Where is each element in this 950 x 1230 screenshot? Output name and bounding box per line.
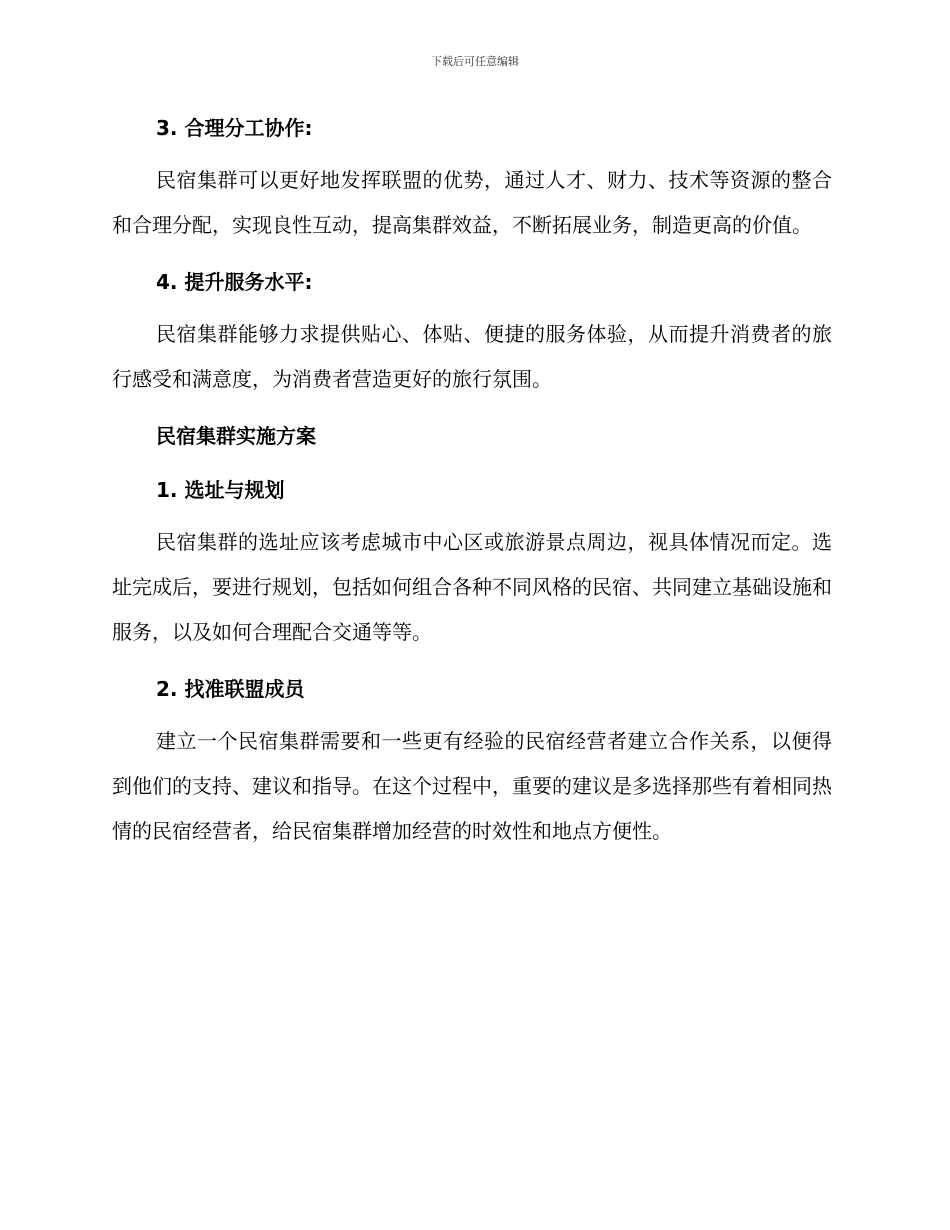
section-heading-division-of-labor: 3. 合理分工协作: bbox=[156, 116, 313, 140]
document-body bbox=[112, 108, 832, 854]
page-header: 下载后可任意编辑 bbox=[431, 55, 519, 68]
section-heading-service-level: 4. 提升服务水平: bbox=[156, 270, 313, 294]
section-paragraph-alliance-members: 建立一个民宿集群需要和一些更有经验的民宿经营者建立合作关系，以便得到他们的支持、建议和指导。在这个过程中，重要的建议是多选择那些有着相同热情的民宿经营者，给民宿集群增加经营的时效性和地点方便性。 bbox=[112, 729, 832, 843]
section-paragraph-service-level: 民宿集群能够力求提供贴心、体贴、便捷的服务体验，从而提升消费者的旅行感受和满意度，为消费者营造更好的旅行氛围。 bbox=[112, 322, 832, 391]
section-heading-implementation-plan: 民宿集群实施方案 bbox=[156, 424, 316, 448]
section-paragraph-division-of-labor: 民宿集群可以更好地发挥联盟的优势，通过人才、财力、技术等资源的整合和合理分配，实现良性互动，提高集群效益，不断拓展业务，制造更高的价值。 bbox=[112, 168, 832, 237]
section-paragraph-site-planning: 民宿集群的选址应该考虑城市中心区或旅游景点周边，视具体情况而定。选址完成后，要进行规划，包括如何组合各种不同风格的民宿、共同建立基础设施和服务，以及如何合理配合交通等等。 bbox=[112, 530, 832, 644]
section-heading-alliance-members: 2. 找准联盟成员 bbox=[156, 677, 305, 701]
section-heading-site-planning: 1. 选址与规划 bbox=[156, 478, 285, 502]
